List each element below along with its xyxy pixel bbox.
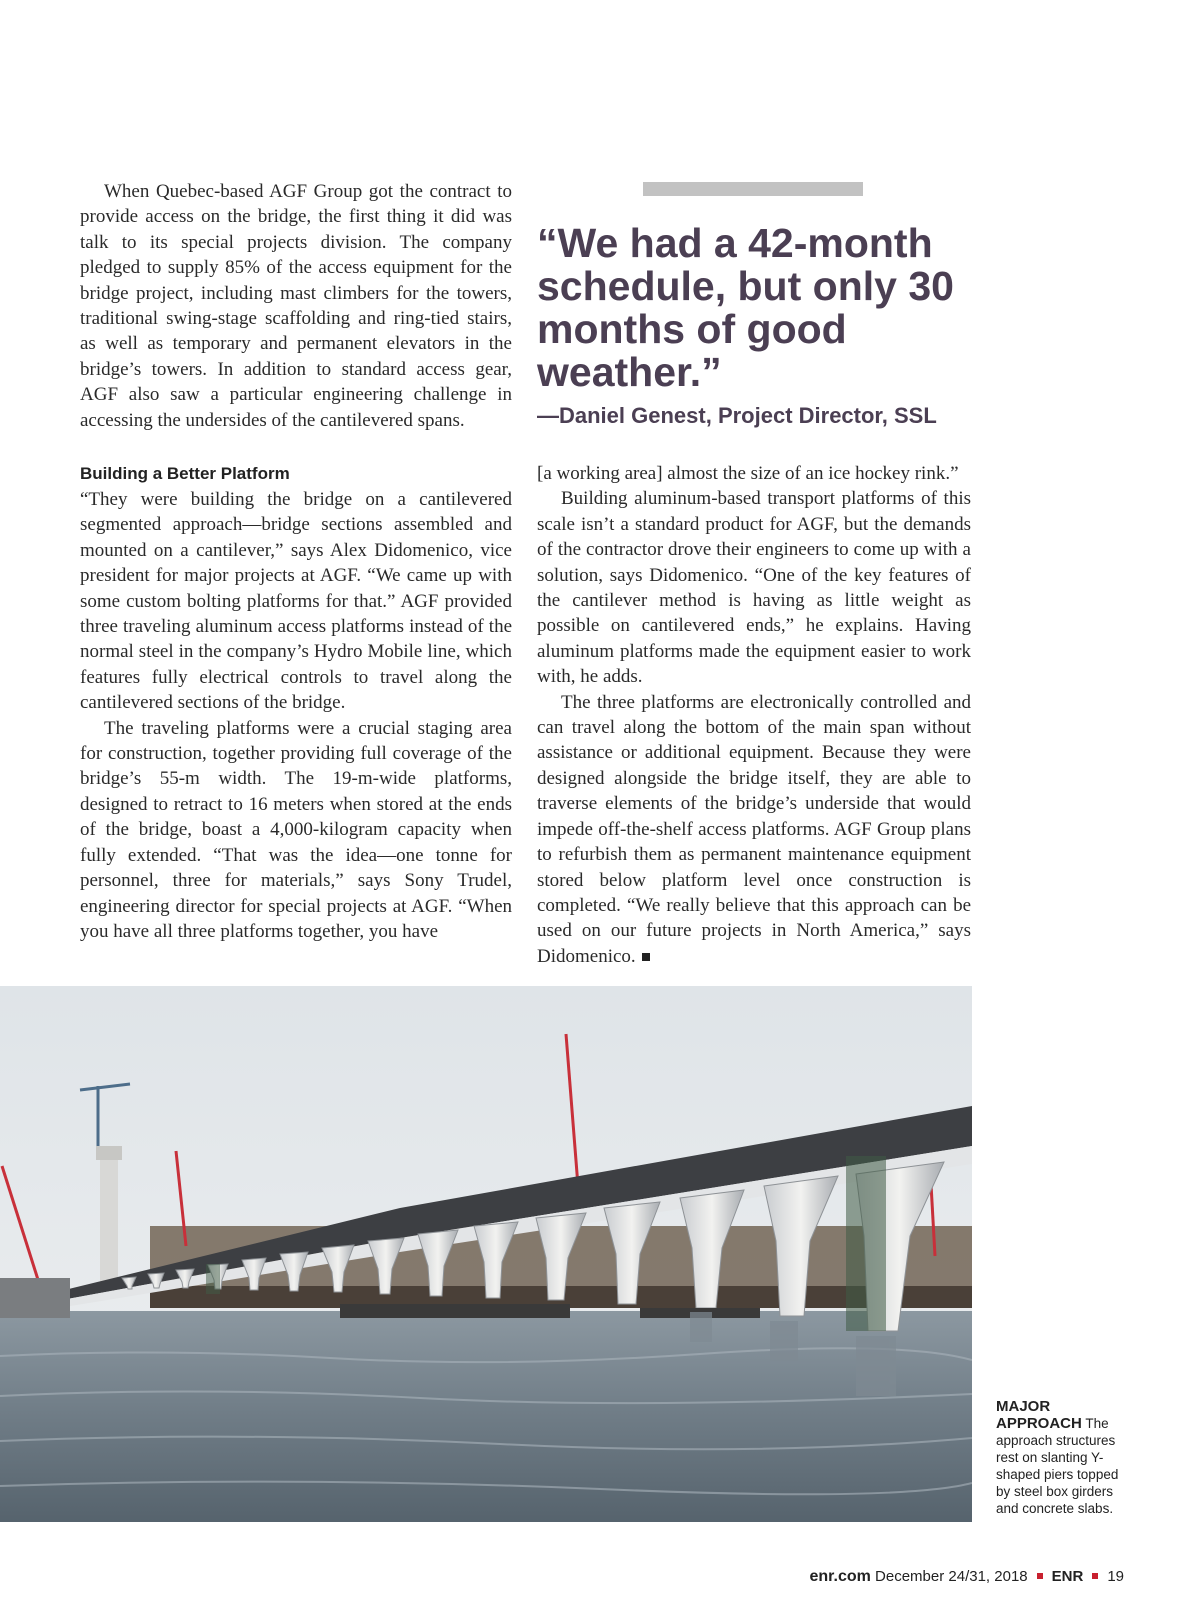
pullquote: “We had a 42-month schedule, but only 30 months of good weather.” <box>537 220 954 395</box>
body-paragraph-final <box>537 690 971 969</box>
article-column-left-top <box>80 179 512 433</box>
caption-text: The approach structures rest on slanting Y-shaped piers topped by steel box girders and concrete slabs. <box>996 1416 1119 1516</box>
footer-date: December 24/31, 2018 <box>875 1568 1028 1585</box>
photo-caption <box>996 1398 1136 1517</box>
body-paragraph-continued: [a working area] almost the size of an ice hockey rink.” <box>537 463 959 484</box>
bridge-photo <box>0 986 972 1522</box>
section-subhead: Building a Better Platform <box>80 464 290 483</box>
footer-site: enr.com <box>809 1568 871 1585</box>
caption-kicker: MAJOR APPROACH <box>996 1398 1082 1432</box>
end-mark <box>642 953 650 961</box>
pullquote-bar <box>643 182 863 196</box>
page-footer <box>810 1568 1125 1586</box>
article-column-right <box>537 461 971 969</box>
article-column-left <box>80 461 512 944</box>
footer-brand: ENR <box>1051 1568 1084 1585</box>
final-paragraph-text: The three platforms are electronically controlled and can travel along the bottom of the main span without assistance or additional equipment. Because they were designed alongside the bridge itself, they are able to traverse elements of the bridge’s underside that would impede off-the-shelf access platforms. AGF Group plans to refurbish them as permanent maintenance equipment stored below platform level once construction is completed. “We really believe that this approach can be used on our future projects in North America,” says Didomenico. <box>537 691 971 967</box>
body-paragraph: Building aluminum-based transport platforms of this scale isn’t a standard product for AGF, but the demands of the contractor drove their engineers to come up with a solution, says Didomenico. “One of the key features of the cantilever method is having as little weight as possible on cantilevered ends,” he explains. Having aluminum platforms made the equipment easier to work with, he adds. <box>537 488 971 688</box>
body-paragraph: “They were building the bridge on a cantilevered segmented approach—bridge sections assembled and mounted on a cantilever,” says Alex Didomenico, vice president for major projects at AGF. “We came up with some custom bolting platforms for that.” AGF provided three traveling aluminum access platforms instead of the normal steel in the company’s Hydro Mobile line, which features fully electrical controls to travel along the cantilevered sections of the bridge. <box>80 489 512 714</box>
pullquote-attribution: —Daniel Genest, Project Director, SSL <box>537 403 937 428</box>
body-paragraph: The traveling platforms were a crucial staging area for construction, together providing full coverage of the bridge’s 55-m width. The 19-m-wide platforms, designed to retract to 16 meters when stored at the ends of the bridge, boast a 4,000-kilogram capacity when fully extended. “That was the idea—one tonne for personnel, three for materials,” says Sony Trudel, engineering director for special projects at AGF. “When you have all three platforms together, you have <box>80 717 512 942</box>
footer-separator <box>1037 1573 1043 1579</box>
footer-separator <box>1092 1573 1098 1579</box>
intro-paragraph: When Quebec-based AGF Group got the contract to provide access on the bridge, the first thing it did was talk to its special projects division. The company pledged to supply 85% of the access equipment for the bridge project, including mast climbers for the towers, traditional swing-stage scaffolding and ring-tied stairs, as well as temporary and permanent elevators in the bridge’s towers. In addition to standard access gear, AGF also saw a particular engineering challenge in accessing the undersides of the cantilevered spans. <box>80 181 512 431</box>
page-number: 19 <box>1107 1568 1124 1585</box>
bridge-photo-illustration <box>0 986 972 1522</box>
